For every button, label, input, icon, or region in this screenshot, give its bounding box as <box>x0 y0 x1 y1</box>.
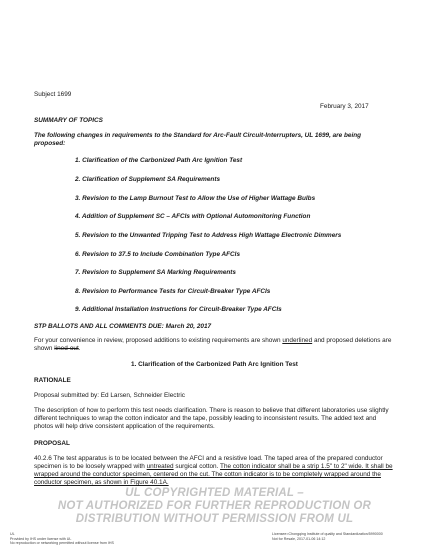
submitted-by: Proposal submitted by: Ed Larsen, Schneider Electric <box>34 392 185 399</box>
section-1-title: 1. Clarification of the Carbonized Path Arc Ignition Test <box>131 361 298 368</box>
underlined-sample: underlined <box>282 337 313 344</box>
topic-4: 4. Addition of Supplement SC – AFCIs with Optional Automonitoring Function <box>75 213 311 220</box>
clause-addition-1: untreated <box>146 463 174 470</box>
proposal-heading: PROPOSAL <box>34 440 70 447</box>
rationale-description: The description of how to perform this test needs clarification. There is reason to believe that different laboratories use slightly different techniques to wrap the cotton indicator and the tape, possibly leading to inconsistent results. The added text and photos will help drive consistent application of the requirements. <box>34 407 389 430</box>
lined-out-sample: lined-out <box>54 345 79 352</box>
subject-line: Subject 1699 <box>34 91 72 98</box>
summary-intro: The following changes in requirements to the Standard for Arc-Fault Circuit-Interrupters, UL 1699, are being proposed: <box>34 132 362 147</box>
topic-3: 3. Revision to the Lamp Burnout Test to Allow the Use of Higher Wattage Bulbs <box>75 195 316 202</box>
topic-9: 9. Additional Installation Instructions for Circuit-Breaker Type AFCIs <box>75 306 282 313</box>
convenience-text: For your convenience in review, proposed additions to existing requirements are shown <box>34 337 283 344</box>
topic-2: 2. Clarification of Supplement SA Requirements <box>75 176 220 183</box>
footer-right-line-1: Licensee=Chongqing Institute of quality and Standardization/5990000 <box>272 532 383 536</box>
footer-right-line-2: Not for Resale, 2017-01-06 14:12 <box>272 536 326 541</box>
convenience-text-2: and proposed deletions are shown <box>34 337 392 352</box>
convenience-text-3: . <box>78 345 81 352</box>
convenience-note <box>34 337 396 353</box>
footer-right <box>272 532 383 541</box>
topic-1: 1. Clarification of the Carbonized Path Arc Ignition Test <box>75 157 243 164</box>
clause-40-2-6 <box>34 455 396 487</box>
copyright-watermark-line-1: UL COPYRIGHTED MATERIAL – <box>125 487 304 499</box>
copyright-watermark-line-3: DISTRIBUTION WITHOUT PERMISSION FROM UL <box>75 513 354 525</box>
topic-8: 8. Revision to Performance Tests for Circuit-Breaker Type AFCIs <box>75 288 271 295</box>
topic-7: 7. Revision to Supplement SA Marking Requirements <box>75 269 236 276</box>
topic-5: 5. Revision to the Unwanted Tripping Test to Address High Wattage Electronic Dimmers <box>75 232 342 239</box>
clause-addition-2: The cotton indicator shall be a strip 1.5" to 2" wide. It shall be wrapped around the conductor specimen, centered on the cut. The cotton indicator is to be completely wrapped around the conductor specimen, as shown in Figure 40.1A. <box>34 463 393 486</box>
footer-left-line-2: Provided by IHS under license with UL <box>10 536 72 541</box>
clause-text: 40.2.6 The test apparatus is to be located between the AFCI and a resistive load. The taped area of the prepared conductor specimen is to be loosely wrapped with <box>34 455 383 470</box>
copyright-watermark-line-2: NOT AUTHORIZED FOR FURTHER REPRODUCTION OR <box>57 500 372 512</box>
document-date: February 3, 2017 <box>320 103 369 110</box>
summary-heading: SUMMARY OF TOPICS <box>34 117 103 124</box>
clause-text-2: surgical cotton. <box>173 463 221 470</box>
footer-left-line-1: UL <box>10 532 15 536</box>
ballot-due-date: STP BALLOTS AND ALL COMMENTS DUE: March 20, 2017 <box>34 323 212 330</box>
rationale-heading: RATIONALE <box>34 377 71 384</box>
topic-6: 6. Revision to 37.5 to Include Combination Type AFCIs <box>75 251 240 258</box>
footer-left-line-3: No reproduction or networking permitted without license from IHS <box>10 541 114 545</box>
footer-left <box>10 532 114 546</box>
